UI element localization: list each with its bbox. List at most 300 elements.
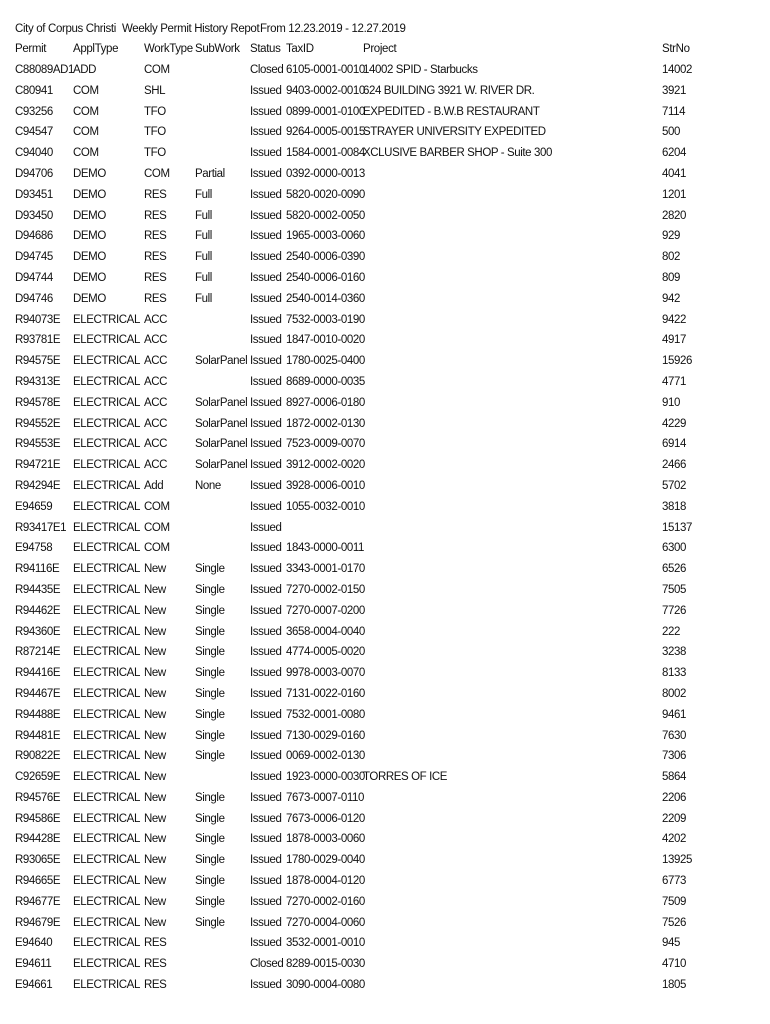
sub-work-cell: Single (195, 667, 225, 680)
str-no-cell: 2206 (662, 791, 686, 804)
sub-work-cell: Single (195, 875, 225, 888)
sub-work-cell: Single (195, 625, 225, 638)
tax-id-cell: 5820-0002-0050 (286, 209, 365, 222)
work-type-cell: New (144, 812, 166, 825)
work-type-cell: New (144, 667, 166, 680)
permit-cell: R93417E1 (15, 521, 67, 534)
appl-type-cell: ELECTRICAL (73, 916, 140, 929)
appl-type-cell: ELECTRICAL (73, 396, 140, 409)
str-no-cell: 4041 (662, 167, 686, 180)
sub-work-cell: Single (195, 833, 225, 846)
permit-cell: D94744 (15, 271, 53, 284)
permit-cell: C94547 (15, 126, 53, 139)
appl-type-cell: DEMO (73, 209, 106, 222)
permit-cell: R94481E (15, 729, 61, 742)
sub-work-cell: Full (195, 188, 212, 201)
appl-type-cell: ELECTRICAL (73, 729, 140, 742)
permit-cell: R93065E (15, 854, 61, 867)
permit-cell: D94745 (15, 251, 53, 264)
work-type-cell: TFO (144, 147, 166, 160)
tax-id-cell: 7130-0029-0160 (286, 729, 365, 742)
status-cell: Issued (250, 459, 282, 472)
tax-id-cell: 1872-0002-0130 (286, 417, 365, 430)
status-cell: Issued (250, 625, 282, 638)
table-row (0, 833, 770, 854)
appl-type-cell: COM (73, 84, 99, 97)
appl-type-cell: ELECTRICAL (73, 417, 140, 430)
appl-type-cell: ELECTRICAL (73, 542, 140, 555)
table-row (0, 355, 770, 376)
work-type-cell: ACC (144, 355, 168, 368)
appl-type-cell: ELECTRICAL (73, 438, 140, 451)
sub-work-cell: SolarPanel (195, 417, 248, 430)
permit-cell: C92659E (15, 771, 61, 784)
table-row (0, 397, 770, 418)
tax-id-cell: 0899-0001-0100 (286, 105, 365, 118)
table-row (0, 230, 770, 251)
work-type-cell: New (144, 854, 166, 867)
str-no-cell: 9422 (662, 313, 686, 326)
sub-work-cell: SolarPanel (195, 396, 248, 409)
status-cell: Issued (250, 105, 282, 118)
tax-id-cell: 5820-0020-0090 (286, 188, 365, 201)
str-no-cell: 1201 (662, 188, 686, 201)
status-cell: Issued (250, 355, 282, 368)
sub-work-cell: Single (195, 729, 225, 742)
status-cell: Issued (250, 708, 282, 721)
appl-type-cell: ELECTRICAL (73, 500, 140, 513)
work-type-cell: ACC (144, 438, 168, 451)
str-no-cell: 4710 (662, 958, 686, 971)
sub-work-cell: Single (195, 646, 225, 659)
appl-type-cell: ELECTRICAL (73, 479, 140, 492)
str-no-cell: 5702 (662, 479, 686, 492)
work-type-cell: New (144, 604, 166, 617)
project-cell: 624 BUILDING 3921 W. RIVER DR. (363, 84, 535, 97)
appl-type-cell: ELECTRICAL (73, 771, 140, 784)
status-cell: Issued (250, 604, 282, 617)
status-cell: Issued (250, 979, 282, 992)
status-cell: Issued (250, 375, 282, 388)
appl-type-cell: DEMO (73, 188, 106, 201)
column-header-project: Project (363, 43, 397, 55)
tax-id-cell: 4774-0005-0020 (286, 646, 365, 659)
tax-id-cell: 1878-0004-0120 (286, 875, 365, 888)
appl-type-cell: ELECTRICAL (73, 750, 140, 763)
status-cell: Issued (250, 750, 282, 763)
table-row (0, 626, 770, 647)
tax-id-cell: 8689-0000-0035 (286, 375, 365, 388)
column-header-work-type: WorkType (144, 43, 193, 55)
status-cell: Closed (250, 64, 284, 76)
work-type-cell: RES (144, 292, 167, 305)
sub-work-cell: Full (195, 292, 212, 305)
report-header (0, 23, 770, 41)
permit-cell: R94721E (15, 459, 61, 472)
appl-type-cell: ELECTRICAL (73, 459, 140, 472)
sub-work-cell: SolarPanel (195, 355, 248, 368)
permit-cell: R94578E (15, 396, 61, 409)
table-row (0, 584, 770, 605)
tax-id-cell: 9978-0003-0070 (286, 667, 365, 680)
permit-cell: R94313E (15, 375, 61, 388)
appl-type-cell: ELECTRICAL (73, 687, 140, 700)
str-no-cell: 9461 (662, 708, 686, 721)
permit-cell: C80941 (15, 84, 53, 97)
appl-type-cell: ELECTRICAL (73, 791, 140, 804)
work-type-cell: RES (144, 271, 167, 284)
project-cell: TORRES OF ICE (363, 771, 448, 784)
tax-id-cell: 9264-0005-0015 (286, 126, 365, 139)
appl-type-cell: ELECTRICAL (73, 313, 140, 326)
work-type-cell: New (144, 895, 166, 908)
tax-id-cell: 8289-0015-0030 (286, 958, 365, 971)
status-cell: Issued (250, 895, 282, 908)
appl-type-cell: ELECTRICAL (73, 334, 140, 347)
appl-type-cell: ELECTRICAL (73, 583, 140, 596)
column-header-str-no: StrNo (662, 43, 690, 55)
work-type-cell: ACC (144, 375, 168, 388)
str-no-cell: 13925 (662, 854, 692, 867)
str-no-cell: 6300 (662, 542, 686, 555)
permit-cell: C88089AD1 (15, 64, 75, 76)
permit-cell: E94659 (15, 500, 53, 513)
tax-id-cell: 9403-0002-0010 (286, 84, 365, 97)
appl-type-cell: ELECTRICAL (73, 958, 140, 971)
sub-work-cell: Single (195, 791, 225, 804)
str-no-cell: 8133 (662, 667, 686, 680)
table-row (0, 854, 770, 875)
table-row (0, 542, 770, 563)
sub-work-cell: SolarPanel (195, 459, 248, 472)
work-type-cell: New (144, 916, 166, 929)
status-cell: Issued (250, 126, 282, 139)
tax-id-cell: 7673-0006-0120 (286, 812, 365, 825)
sub-work-cell: Full (195, 271, 212, 284)
work-type-cell: RES (144, 958, 167, 971)
tax-id-cell: 1780-0029-0040 (286, 854, 365, 867)
status-cell: Issued (250, 791, 282, 804)
tax-id-cell: 2540-0006-0390 (286, 251, 365, 264)
sub-work-cell: Single (195, 583, 225, 596)
work-type-cell: RES (144, 979, 167, 992)
table-row (0, 64, 770, 85)
sub-work-cell: Single (195, 916, 225, 929)
date-range: From 12.23.2019 - 12.27.2019 (260, 23, 406, 35)
permit-cell: R94073E (15, 313, 61, 326)
permit-cell: E94758 (15, 542, 53, 555)
table-row (0, 85, 770, 106)
str-no-cell: 14002 (662, 64, 692, 76)
work-type-cell: RES (144, 251, 167, 264)
table-row (0, 875, 770, 896)
status-cell: Issued (250, 500, 282, 513)
status-cell: Issued (250, 937, 282, 950)
permit-cell: R94586E (15, 812, 61, 825)
work-type-cell: ACC (144, 313, 168, 326)
tax-id-cell: 3343-0001-0170 (286, 563, 365, 576)
status-cell: Issued (250, 812, 282, 825)
appl-type-cell: ELECTRICAL (73, 854, 140, 867)
status-cell: Issued (250, 646, 282, 659)
table-row (0, 958, 770, 979)
str-no-cell: 15137 (662, 521, 692, 534)
city-name: City of Corpus Christi (15, 23, 116, 35)
tax-id-cell: 1584-0001-0084 (286, 147, 365, 160)
work-type-cell: TFO (144, 126, 166, 139)
tax-id-cell: 1965-0003-0060 (286, 230, 365, 243)
work-type-cell: RES (144, 209, 167, 222)
status-cell: Issued (250, 563, 282, 576)
tax-id-cell: 6105-0001-0010 (286, 64, 365, 76)
work-type-cell: Add (144, 479, 164, 492)
appl-type-cell: ELECTRICAL (73, 521, 140, 534)
str-no-cell: 8002 (662, 687, 686, 700)
str-no-cell: 4771 (662, 375, 686, 388)
status-cell: Issued (250, 271, 282, 284)
permit-cell: R87214E (15, 646, 61, 659)
appl-type-cell: DEMO (73, 271, 106, 284)
permit-cell: R94294E (15, 479, 61, 492)
table-row (0, 438, 770, 459)
appl-type-cell: ELECTRICAL (73, 875, 140, 888)
table-row (0, 189, 770, 210)
appl-type-cell: ELECTRICAL (73, 937, 140, 950)
status-cell: Issued (250, 542, 282, 555)
status-cell: Closed (250, 958, 284, 971)
status-cell: Issued (250, 916, 282, 929)
permit-cell: R94677E (15, 895, 61, 908)
permit-cell: D93451 (15, 188, 53, 201)
appl-type-cell: ELECTRICAL (73, 667, 140, 680)
appl-type-cell: ELECTRICAL (73, 646, 140, 659)
status-cell: Issued (250, 854, 282, 867)
str-no-cell: 1805 (662, 979, 686, 992)
str-no-cell: 4229 (662, 417, 686, 430)
work-type-cell: ACC (144, 396, 168, 409)
str-no-cell: 2466 (662, 459, 686, 472)
permit-cell: R93781E (15, 334, 61, 347)
sub-work-cell: Full (195, 251, 212, 264)
tax-id-cell: 0392-0000-0013 (286, 167, 365, 180)
permit-cell: E94661 (15, 979, 53, 992)
table-row (0, 293, 770, 314)
sub-work-cell: Partial (195, 167, 225, 180)
project-cell: XCLUSIVE BARBER SHOP - Suite 300 (363, 147, 552, 160)
status-cell: Issued (250, 875, 282, 888)
str-no-cell: 809 (662, 271, 680, 284)
tax-id-cell: 7270-0004-0060 (286, 916, 365, 929)
permit-table-body (0, 64, 770, 1000)
tax-id-cell: 1843-0000-0011 (286, 542, 364, 555)
table-row (0, 937, 770, 958)
str-no-cell: 2820 (662, 209, 686, 222)
sub-work-cell: Single (195, 854, 225, 867)
str-no-cell: 6773 (662, 875, 686, 888)
str-no-cell: 15926 (662, 355, 692, 368)
permit-cell: R94428E (15, 833, 61, 846)
table-row (0, 522, 770, 543)
str-no-cell: 929 (662, 230, 680, 243)
table-row (0, 709, 770, 730)
status-cell: Issued (250, 438, 282, 451)
tax-id-cell: 7532-0003-0190 (286, 313, 365, 326)
work-type-cell: COM (144, 521, 170, 534)
tax-id-cell: 2540-0014-0360 (286, 292, 365, 305)
work-type-cell: ACC (144, 417, 168, 430)
table-row (0, 126, 770, 147)
column-header-sub-work: SubWork (195, 43, 240, 55)
project-cell: STRAYER UNIVERSITY EXPEDITED (363, 126, 546, 139)
permit-cell: D94686 (15, 230, 53, 243)
status-cell: Issued (250, 167, 282, 180)
work-type-cell: TFO (144, 105, 166, 118)
sub-work-cell: Single (195, 687, 225, 700)
appl-type-cell: COM (73, 105, 99, 118)
str-no-cell: 942 (662, 292, 680, 305)
table-row (0, 480, 770, 501)
table-row (0, 813, 770, 834)
status-cell: Issued (250, 334, 282, 347)
str-no-cell: 222 (662, 625, 680, 638)
work-type-cell: New (144, 833, 166, 846)
work-type-cell: New (144, 625, 166, 638)
str-no-cell: 3818 (662, 500, 686, 513)
tax-id-cell: 7270-0002-0150 (286, 583, 365, 596)
table-row (0, 646, 770, 667)
tax-id-cell: 8927-0006-0180 (286, 396, 365, 409)
tax-id-cell: 3928-0006-0010 (286, 479, 365, 492)
permit-cell: R94467E (15, 687, 61, 700)
str-no-cell: 500 (662, 126, 680, 139)
table-row (0, 605, 770, 626)
tax-id-cell: 2540-0006-0160 (286, 271, 365, 284)
permit-cell: R94679E (15, 916, 61, 929)
str-no-cell: 3238 (662, 646, 686, 659)
appl-type-cell: ELECTRICAL (73, 895, 140, 908)
sub-work-cell: Full (195, 230, 212, 243)
str-no-cell: 910 (662, 396, 680, 409)
str-no-cell: 5864 (662, 771, 686, 784)
permit-cell: D94746 (15, 292, 53, 305)
str-no-cell: 7526 (662, 916, 686, 929)
permit-cell: R94116E (15, 563, 60, 576)
work-type-cell: New (144, 687, 166, 700)
permit-cell: R94575E (15, 355, 61, 368)
tax-id-cell: 3912-0002-0020 (286, 459, 365, 472)
table-row (0, 106, 770, 127)
table-row (0, 750, 770, 771)
table-row (0, 314, 770, 335)
table-row (0, 771, 770, 792)
appl-type-cell: ELECTRICAL (73, 604, 140, 617)
tax-id-cell: 7673-0007-0110 (286, 791, 364, 804)
permit-cell: R94576E (15, 791, 61, 804)
str-no-cell: 7726 (662, 604, 686, 617)
sub-work-cell: Single (195, 812, 225, 825)
table-row (0, 730, 770, 751)
permit-cell: R90822E (15, 750, 61, 763)
table-row (0, 272, 770, 293)
column-header-tax-id: TaxID (286, 43, 314, 55)
tax-id-cell: 1780-0025-0400 (286, 355, 365, 368)
table-row (0, 792, 770, 813)
work-type-cell: COM (144, 167, 170, 180)
table-row (0, 147, 770, 168)
table-row (0, 563, 770, 584)
work-type-cell: RES (144, 937, 167, 950)
tax-id-cell: 3658-0004-0040 (286, 625, 365, 638)
str-no-cell: 4917 (662, 334, 686, 347)
status-cell: Issued (250, 729, 282, 742)
permit-cell: R94665E (15, 875, 61, 888)
appl-type-cell: ELECTRICAL (73, 979, 140, 992)
work-type-cell: COM (144, 64, 170, 76)
status-cell: Issued (250, 771, 282, 784)
str-no-cell: 6526 (662, 563, 686, 576)
status-cell: Issued (250, 292, 282, 305)
appl-type-cell: DEMO (73, 292, 106, 305)
table-row (0, 334, 770, 355)
tax-id-cell: 1847-0010-0020 (286, 334, 365, 347)
work-type-cell: COM (144, 542, 170, 555)
table-row (0, 459, 770, 480)
sub-work-cell: Single (195, 708, 225, 721)
work-type-cell: RES (144, 230, 167, 243)
permit-cell: C94040 (15, 147, 53, 160)
appl-type-cell: ELECTRICAL (73, 833, 140, 846)
status-cell: Issued (250, 479, 282, 492)
work-type-cell: New (144, 583, 166, 596)
status-cell: Issued (250, 687, 282, 700)
tax-id-cell: 1878-0003-0060 (286, 833, 365, 846)
tax-id-cell: 3090-0004-0080 (286, 979, 365, 992)
table-row (0, 501, 770, 522)
work-type-cell: New (144, 750, 166, 763)
table-row (0, 979, 770, 1000)
sub-work-cell: Single (195, 604, 225, 617)
appl-type-cell: DEMO (73, 251, 106, 264)
appl-type-cell: ELECTRICAL (73, 355, 140, 368)
status-cell: Issued (250, 313, 282, 326)
work-type-cell: New (144, 563, 166, 576)
appl-type-cell: DEMO (73, 230, 106, 243)
work-type-cell: New (144, 791, 166, 804)
str-no-cell: 2209 (662, 812, 686, 825)
status-cell: Issued (250, 833, 282, 846)
permit-cell: R94462E (15, 604, 61, 617)
column-header-permit: Permit (15, 43, 47, 55)
appl-type-cell: ELECTRICAL (73, 708, 140, 721)
table-row (0, 210, 770, 231)
str-no-cell: 7630 (662, 729, 686, 742)
permit-cell: R94435E (15, 583, 61, 596)
tax-id-cell: 7270-0007-0200 (286, 604, 365, 617)
permit-cell: E94640 (15, 937, 53, 950)
status-cell: Issued (250, 84, 282, 97)
str-no-cell: 802 (662, 251, 680, 264)
tax-id-cell: 7523-0009-0070 (286, 438, 365, 451)
table-row (0, 688, 770, 709)
status-cell: Issued (250, 230, 282, 243)
str-no-cell: 6914 (662, 438, 686, 451)
tax-id-cell: 7270-0002-0160 (286, 895, 365, 908)
sub-work-cell: SolarPanel (195, 438, 248, 451)
work-type-cell: COM (144, 500, 170, 513)
permit-cell: R94416E (15, 667, 61, 680)
work-type-cell: SHL (144, 84, 166, 97)
appl-type-cell: COM (73, 147, 99, 160)
